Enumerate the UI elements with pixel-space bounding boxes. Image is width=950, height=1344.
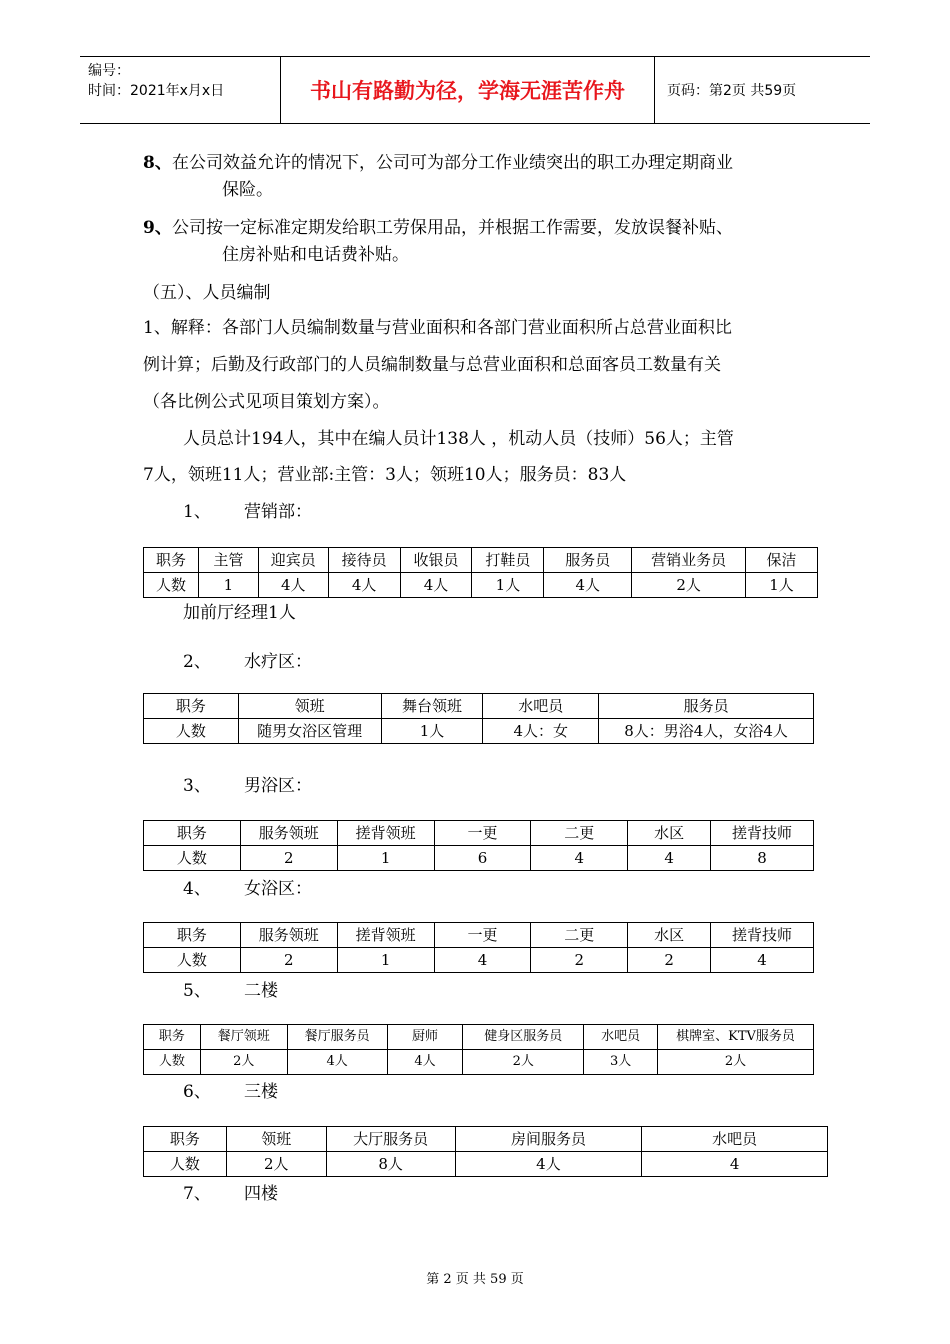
table-cell: 职务 bbox=[144, 694, 239, 719]
table-cell: 4人 bbox=[400, 573, 472, 598]
table-cell: 4 bbox=[642, 1152, 828, 1177]
table-cell: 2人 bbox=[632, 573, 746, 598]
table-header-row bbox=[144, 548, 818, 573]
table-cell: 6 bbox=[434, 846, 531, 871]
table-cell: 迎宾员 bbox=[258, 548, 328, 573]
table-cell: 2 bbox=[628, 948, 711, 973]
table-cell: 2人 bbox=[226, 1152, 326, 1177]
dept-4-table bbox=[143, 922, 814, 973]
dept-7-name: 四楼 bbox=[244, 1184, 278, 1204]
table-cell: 4人 bbox=[544, 573, 632, 598]
table-cell: 2 bbox=[240, 846, 337, 871]
table-cell: 收银员 bbox=[400, 548, 472, 573]
table-header-row bbox=[144, 694, 814, 719]
table-cell: 4 bbox=[531, 846, 628, 871]
dept-2-table bbox=[143, 693, 814, 744]
table-cell: 服务领班 bbox=[240, 923, 337, 948]
table-cell: 4人：女 bbox=[483, 719, 599, 744]
dept-3-name: 男浴区： bbox=[244, 776, 312, 796]
table-cell: 舞台领班 bbox=[381, 694, 483, 719]
table-cell: 1 bbox=[337, 846, 434, 871]
table-cell: 8 bbox=[711, 846, 814, 871]
table-cell: 1 bbox=[337, 948, 434, 973]
section-title: （五）、人员编制 bbox=[143, 283, 271, 303]
table-cell: 4人 bbox=[287, 1050, 387, 1075]
dept-1-name: 营销部： bbox=[244, 502, 312, 522]
item-9-text: 公司按一定标准定期发给职工劳保用品，并根据工作需要，发放误餐补贴、 bbox=[172, 218, 733, 238]
table-cell: 服务员 bbox=[544, 548, 632, 573]
table-cell: 8人：男浴4人，女浴4人 bbox=[599, 719, 814, 744]
table-cell: 健身区服务员 bbox=[463, 1025, 584, 1050]
table-cell: 服务员 bbox=[599, 694, 814, 719]
total-line-1: 人员总计194人，其中在编人员计138人 ，机动人员（技师）56人；主管 bbox=[183, 429, 734, 449]
table-cell: 二更 bbox=[531, 821, 628, 846]
table-cell: 保洁 bbox=[746, 548, 818, 573]
table-cell: 职务 bbox=[144, 548, 199, 573]
table-cell: 人数 bbox=[144, 846, 241, 871]
table-cell: 搓背领班 bbox=[337, 923, 434, 948]
table-row bbox=[144, 948, 814, 973]
table-cell: 餐厅领班 bbox=[200, 1025, 287, 1050]
table-cell: 4人 bbox=[387, 1050, 463, 1075]
page-footer: 第 2 页 共 59 页 bbox=[426, 1272, 524, 1287]
dept-6-number: 6、 bbox=[183, 1082, 211, 1102]
dept-2-number: 2、 bbox=[183, 652, 211, 672]
table-cell: 厨师 bbox=[387, 1025, 463, 1050]
dept-1-note: 加前厅经理1人 bbox=[183, 603, 296, 623]
table-cell: 大厅服务员 bbox=[326, 1127, 455, 1152]
table-row bbox=[144, 719, 814, 744]
table-cell: 2人 bbox=[200, 1050, 287, 1075]
table-cell: 2人 bbox=[658, 1050, 814, 1075]
table-cell: 职务 bbox=[144, 1127, 227, 1152]
table-cell: 人数 bbox=[144, 1050, 201, 1075]
item-8-text-cont: 保险。 bbox=[222, 180, 273, 200]
table-header-row bbox=[144, 923, 814, 948]
item-9-number: 9、 bbox=[143, 218, 172, 238]
table-cell: 一更 bbox=[434, 821, 531, 846]
table-cell: 主管 bbox=[198, 548, 258, 573]
table-cell: 人数 bbox=[144, 1152, 227, 1177]
header-page-info: 页码：第2页 共59页 bbox=[667, 83, 797, 99]
table-cell: 接待员 bbox=[328, 548, 400, 573]
dept-5-table bbox=[143, 1024, 814, 1075]
table-cell: 水吧员 bbox=[483, 694, 599, 719]
dept-4-number: 4、 bbox=[183, 879, 211, 899]
dept-3-table bbox=[143, 820, 814, 871]
table-cell: 营销业务员 bbox=[632, 548, 746, 573]
table-cell: 2人 bbox=[463, 1050, 584, 1075]
table-cell: 3人 bbox=[584, 1050, 658, 1075]
table-cell: 领班 bbox=[226, 1127, 326, 1152]
dept-2-name: 水疗区： bbox=[244, 652, 312, 672]
table-cell: 4 bbox=[628, 846, 711, 871]
table-cell: 2 bbox=[240, 948, 337, 973]
doc-time-label: 时间：2021年x月x日 bbox=[88, 83, 225, 99]
table-cell: 4人 bbox=[328, 573, 400, 598]
explanation-line-2: 例计算；后勤及行政部门的人员编制数量与总营业面积和总面客员工数量有关 bbox=[143, 355, 721, 375]
dept-6-name: 三楼 bbox=[244, 1082, 278, 1102]
table-cell: 服务领班 bbox=[240, 821, 337, 846]
dept-5-name: 二楼 bbox=[244, 981, 278, 1001]
table-cell: 4人 bbox=[455, 1152, 642, 1177]
table-header-row bbox=[144, 1025, 814, 1050]
table-row bbox=[144, 573, 818, 598]
item-9-text-cont: 住房补贴和电话费补贴。 bbox=[222, 245, 409, 265]
table-cell: 棋牌室、KTV服务员 bbox=[658, 1025, 814, 1050]
table-cell: 水区 bbox=[628, 923, 711, 948]
table-cell: 水区 bbox=[628, 821, 711, 846]
table-cell: 人数 bbox=[144, 573, 199, 598]
table-cell: 人数 bbox=[144, 948, 241, 973]
table-row bbox=[144, 1152, 828, 1177]
table-cell: 2 bbox=[531, 948, 628, 973]
header-motto: 书山有路勤为径，学海无涯苦作舟 bbox=[281, 57, 655, 123]
dept-1-table bbox=[143, 547, 818, 598]
dept-5-number: 5、 bbox=[183, 981, 211, 1001]
table-row bbox=[144, 846, 814, 871]
table-cell: 搓背技师 bbox=[711, 821, 814, 846]
page-header bbox=[80, 56, 870, 124]
table-cell: 1 bbox=[198, 573, 258, 598]
table-row bbox=[144, 1050, 814, 1075]
table-cell: 职务 bbox=[144, 1025, 201, 1050]
table-cell: 1人 bbox=[472, 573, 544, 598]
table-cell: 餐厅服务员 bbox=[287, 1025, 387, 1050]
table-cell: 水吧员 bbox=[584, 1025, 658, 1050]
dept-4-name: 女浴区： bbox=[244, 879, 312, 899]
table-cell: 打鞋员 bbox=[472, 548, 544, 573]
table-cell: 人数 bbox=[144, 719, 239, 744]
explanation-line-1: 1、解释：各部门人员编制数量与营业面积和各部门营业面积所占总营业面积比 bbox=[143, 318, 732, 338]
table-header-row bbox=[144, 1127, 828, 1152]
table-cell: 搓背技师 bbox=[711, 923, 814, 948]
header-meta bbox=[80, 57, 281, 123]
dept-3-number: 3、 bbox=[183, 776, 211, 796]
table-cell: 4 bbox=[434, 948, 531, 973]
table-cell: 职务 bbox=[144, 821, 241, 846]
table-cell: 一更 bbox=[434, 923, 531, 948]
table-cell: 职务 bbox=[144, 923, 241, 948]
table-cell: 4人 bbox=[258, 573, 328, 598]
table-cell: 随男女浴区管理 bbox=[238, 719, 381, 744]
table-cell: 领班 bbox=[238, 694, 381, 719]
dept-1-number: 1、 bbox=[183, 502, 211, 522]
table-cell: 房间服务员 bbox=[455, 1127, 642, 1152]
table-cell: 二更 bbox=[531, 923, 628, 948]
dept-7-number: 7、 bbox=[183, 1184, 211, 1204]
table-header-row bbox=[144, 821, 814, 846]
item-8-text: 在公司效益允许的情况下，公司可为部分工作业绩突出的职工办理定期商业 bbox=[172, 153, 733, 173]
doc-number-label: 编号： bbox=[88, 63, 130, 79]
table-cell: 搓背领班 bbox=[337, 821, 434, 846]
explanation-line-3: （各比例公式见项目策划方案）。 bbox=[143, 392, 390, 412]
table-cell: 1人 bbox=[381, 719, 483, 744]
table-cell: 4 bbox=[711, 948, 814, 973]
table-cell: 1人 bbox=[746, 573, 818, 598]
table-cell: 8人 bbox=[326, 1152, 455, 1177]
item-8-number: 8、 bbox=[143, 153, 172, 173]
total-line-2: 7人，领班11人；营业部:主管：3人；领班10人；服务员：83人 bbox=[143, 465, 627, 485]
dept-6-table bbox=[143, 1126, 828, 1177]
table-cell: 水吧员 bbox=[642, 1127, 828, 1152]
